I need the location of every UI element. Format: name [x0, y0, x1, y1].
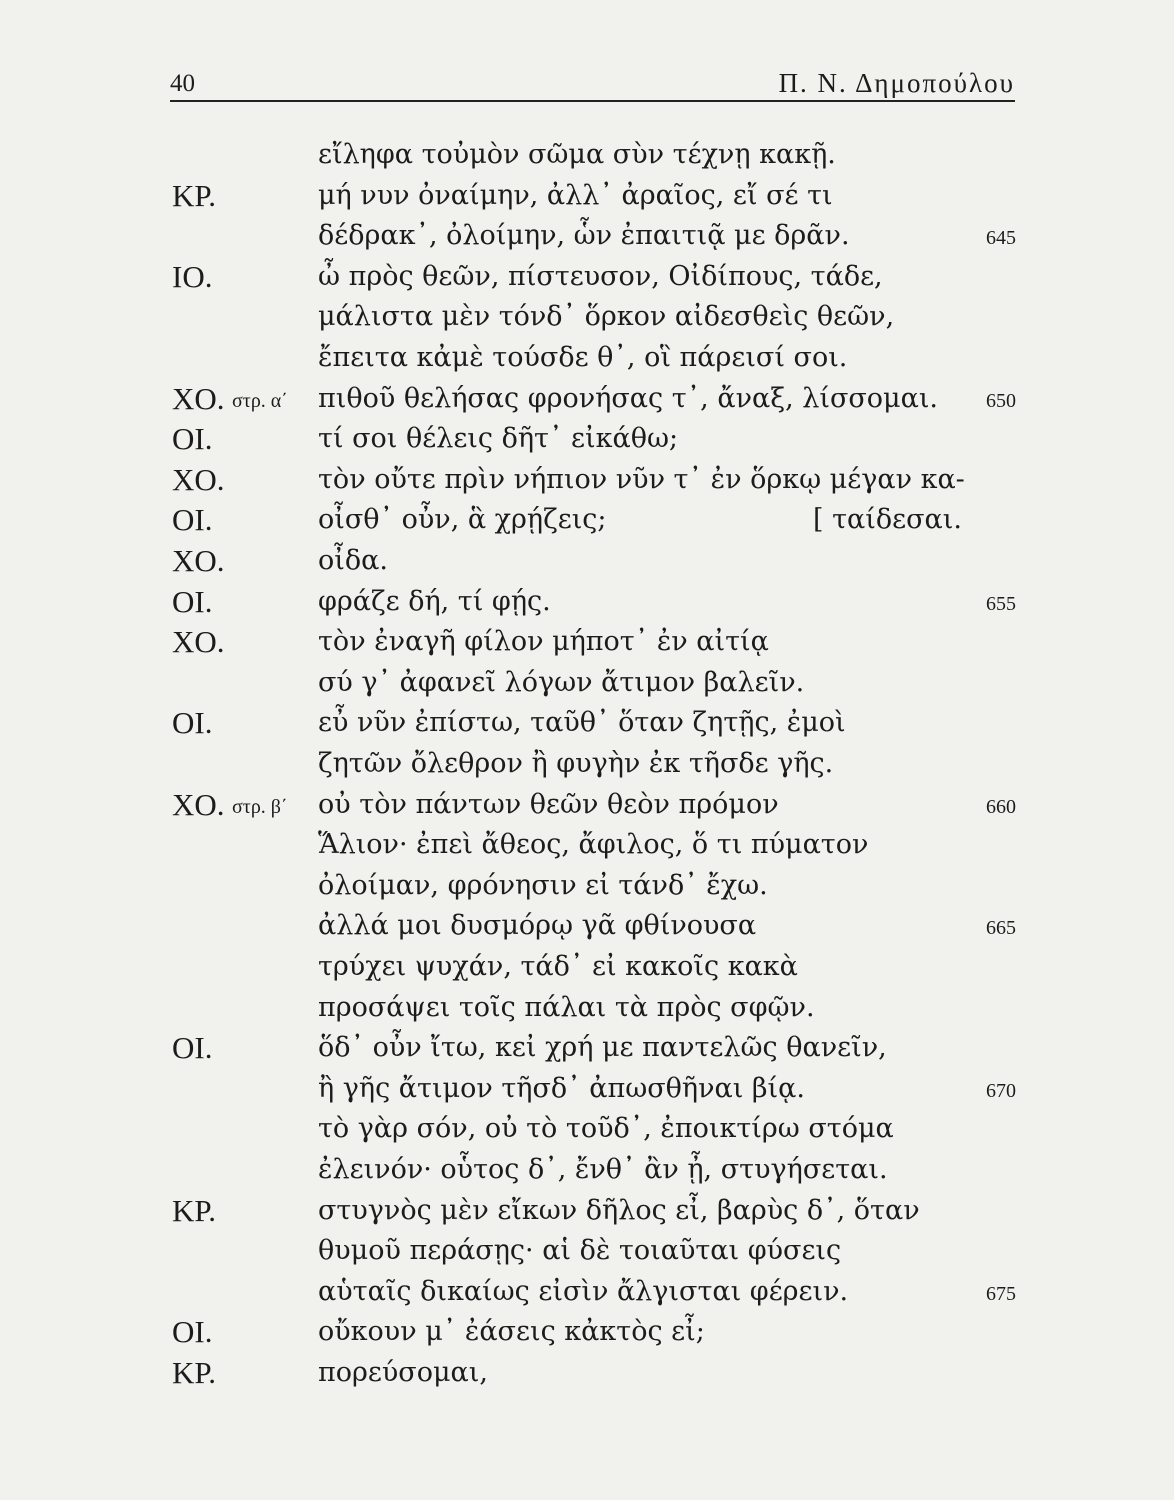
- speaker-label: ΟΙ.: [172, 705, 213, 741]
- verse-text: ζητῶν ὄλεθρον ἢ φυγὴν ἐκ τῆσδε γῆς.: [318, 748, 834, 779]
- line-number: 655: [986, 592, 1016, 615]
- verse-text: θυμοῦ περάσῃς· αἱ δὲ τοιαῦται φύσεις: [318, 1235, 842, 1267]
- verse-line: [0, 1107, 1174, 1151]
- verse-text: τὸ γὰρ σόν, οὐ τὸ τοῦδ᾽, ἐποικτίρω στόμα: [318, 1113, 894, 1145]
- speaker-label: ΟΙ.: [172, 1030, 213, 1066]
- verse-text: φράζε δή, τί φῄς.: [318, 585, 551, 617]
- speaker-label: ΟΙ.: [172, 502, 213, 538]
- verse-line: [0, 214, 1174, 258]
- verse-text: τί σοι θέλεις δῆτ᾽ εἰκάθω;: [318, 423, 679, 455]
- line-number: 650: [986, 389, 1016, 412]
- line-number: 665: [986, 917, 1016, 940]
- verse-line: [0, 458, 1174, 502]
- verse-line: [0, 295, 1174, 339]
- verse-line: [0, 1270, 1174, 1314]
- speaker-label: ΧΟ.: [172, 786, 225, 822]
- verse-line: [0, 498, 1174, 542]
- verse-text: Ἅλιον· ἐπεὶ ἄθεος, ἄφιλος, ὅ τι πύματον: [318, 829, 869, 861]
- verse-text: δέδρακ᾽, ὀλοίμην, ὧν ἐπαιτιᾷ με δρᾶν.: [318, 220, 850, 252]
- verse-line: [0, 255, 1174, 299]
- verse-text: οὐ τὸν πάντων θεῶν θεὸν πρόμον: [318, 788, 779, 820]
- verse-line: [0, 701, 1174, 745]
- verse-line: [0, 174, 1174, 218]
- verse-line: [0, 823, 1174, 867]
- speaker-label: ΚΡ.: [172, 1192, 216, 1228]
- verse-line: [0, 133, 1174, 177]
- verse-text: προσάψει τοῖς πάλαι τὰ πρὸς σφῷν.: [318, 991, 815, 1023]
- page-number: 40: [170, 70, 195, 97]
- verse-line: [0, 580, 1174, 624]
- speaker-label: ΟΙ.: [172, 421, 213, 457]
- speaker-label: ΧΟ.: [172, 543, 225, 578]
- verse-text: ὀλοίμαν, φρόνησιν εἰ τάνδ᾽ ἔχω.: [318, 869, 768, 901]
- verse-line: [0, 620, 1174, 664]
- speaker-label: ΚΡ.: [172, 177, 216, 213]
- verse-line: [0, 1189, 1174, 1233]
- verse-line: [0, 377, 1174, 421]
- speaker-label: ΚΡ.: [172, 1355, 216, 1390]
- verse-text: πιθοῦ θελήσας φρονήσας τ᾽, ἄναξ, λίσσομαι.: [318, 382, 939, 414]
- verse-text: πορεύσομαι,: [318, 1357, 488, 1388]
- verse-text: ἔπειτα κἀμὲ τούσδε θ᾽, οἳ πάρεισί σοι.: [318, 342, 848, 373]
- line-number: 670: [986, 1079, 1016, 1102]
- verse-line: [0, 1026, 1174, 1070]
- speaker-label: ΟΙ.: [172, 1314, 213, 1350]
- speaker-label: ΧΟ.: [172, 380, 225, 416]
- running-head-author: Π. Ν. Δημοπούλου: [778, 68, 1015, 98]
- speaker-label: ΧΟ.: [172, 624, 225, 660]
- strophe-marker: στρ. β΄: [232, 795, 288, 818]
- header-rule: [170, 100, 1015, 102]
- speaker-label: ΟΙ.: [172, 583, 213, 619]
- verse-text: οἶσθ᾽ οὖν, ἃ χρῄζεις;: [318, 504, 607, 536]
- verse-text: τρύχει ψυχάν, τάδ᾽ εἰ κακοῖς κακὰ: [318, 951, 798, 982]
- verse-line: [0, 742, 1174, 786]
- line-number: 645: [986, 227, 1016, 250]
- verse-line: [0, 1067, 1174, 1111]
- verse-text: εὖ νῦν ἐπίστω, ταῦθ᾽ ὅταν ζητῇς, ἐμοὶ: [318, 707, 846, 739]
- verse-line: [0, 904, 1174, 948]
- speaker-label: ΧΟ.: [172, 461, 225, 497]
- verse-line: [0, 1229, 1174, 1273]
- verse-line: [0, 783, 1174, 827]
- verse-text: οὔκουν μ᾽ ἐάσεις κἀκτὸς εἶ;: [318, 1316, 705, 1348]
- verse-line: [0, 945, 1174, 989]
- verse-text: ἢ γῆς ἄτιμον τῆσδ᾽ ἀπωσθῆναι βίᾳ.: [318, 1072, 805, 1104]
- verse-text: οἶδα.: [318, 545, 388, 576]
- verse-line: [0, 864, 1174, 908]
- verse-text: αὑταῖς δικαίως εἰσὶν ἄλγισται φέρειν.: [318, 1275, 849, 1307]
- page-header: [170, 66, 1015, 104]
- verse-text: μή νυν ὀναίμην, ἀλλ᾽ ἀραῖος, εἴ σέ τι: [318, 179, 833, 211]
- line-number: 675: [986, 1282, 1016, 1305]
- verse-line: [0, 661, 1174, 705]
- verse-text: στυγνὸς μὲν εἴκων δῆλος εἶ, βαρὺς δ᾽, ὅταν: [318, 1194, 920, 1226]
- verse-line: [0, 539, 1174, 583]
- verse-text: ἀλλά μοι δυσμόρῳ γᾶ φθίνουσα: [318, 910, 757, 942]
- strophe-marker: στρ. α΄: [232, 389, 288, 412]
- verse-text: ἐλεινόν· οὗτος δ᾽, ἔνθ᾽ ἂν ᾖ, στυγήσεται.: [318, 1154, 888, 1185]
- verse-line: [0, 417, 1174, 461]
- verse-text: τὸν οὔτε πρὶν νήπιον νῦν τ᾽ ἐν ὅρκῳ μέγαν κα-: [318, 463, 965, 495]
- speaker-label: ΙΟ.: [172, 258, 213, 294]
- verse-line: [0, 336, 1174, 380]
- verse-text: ὅδ᾽ οὖν ἴτω, κεἰ χρή με παντελῶς θανεῖν,: [318, 1032, 887, 1064]
- verse-line: [0, 1148, 1174, 1192]
- verse-text: μάλιστα μὲν τόνδ᾽ ὅρκον αἰδεσθεὶς θεῶν,: [318, 301, 895, 333]
- verse-overflow-word: [ ταίδεσαι.: [813, 504, 962, 536]
- verse-line: [0, 986, 1174, 1030]
- verse-line: [0, 1351, 1174, 1395]
- verse-text: εἴληφα τοὐμὸν σῶμα σὺν τέχνῃ κακῇ.: [318, 139, 836, 170]
- verse-text: τὸν ἐναγῆ φίλον μήποτ᾽ ἐν αἰτίᾳ: [318, 626, 769, 658]
- verse-line: [0, 1310, 1174, 1354]
- verse-text: ὦ πρὸς θεῶν, πίστευσον, Οἰδίπους, τάδε,: [318, 260, 883, 292]
- line-number: 660: [986, 795, 1016, 818]
- verse-text: σύ γ᾽ ἀφανεῖ λόγων ἄτιμον βαλεῖν.: [318, 666, 805, 698]
